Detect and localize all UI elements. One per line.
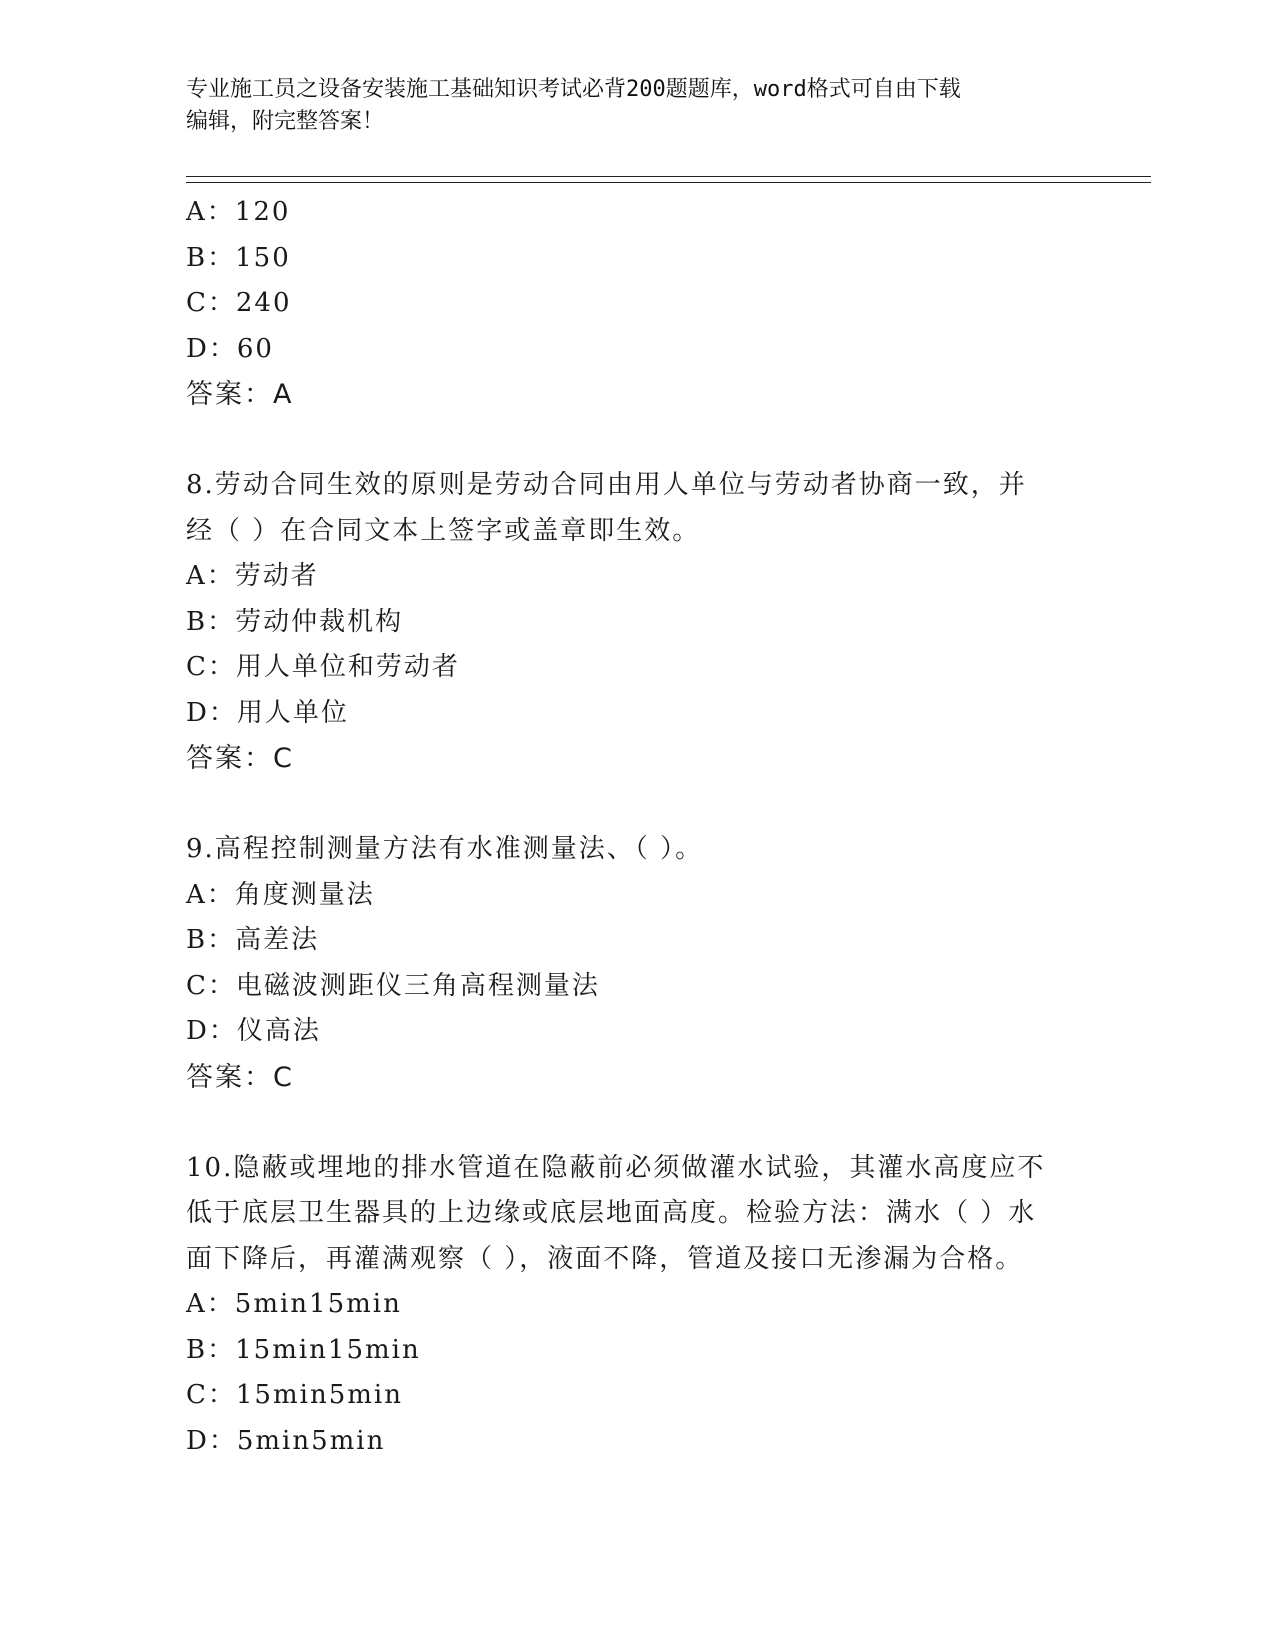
header-divider-bottom xyxy=(186,182,1151,183)
question-10 xyxy=(186,1146,1086,1465)
option-a: A：劳动者 xyxy=(186,561,319,591)
option-a: A：5min15min xyxy=(186,1289,402,1319)
header-divider-top xyxy=(186,176,1151,177)
option-d: D：仪高法 xyxy=(186,1016,321,1046)
header-title-line-2: 编辑，附完整答案！ xyxy=(186,109,385,134)
option-a: A：角度测量法 xyxy=(186,879,375,910)
question-stem-line: 10.隐蔽或埋地的排水管道在隐蔽前必须做灌水试验，其灌水高度应不 xyxy=(186,1152,1046,1183)
question-stem-line: 9.高程控制测量方法有水准测量法、（ ）。 xyxy=(186,834,704,864)
option-d: D：用人单位 xyxy=(186,697,349,728)
answer-line: 答案：C xyxy=(186,743,294,774)
answer-line: 答案：C xyxy=(186,1061,294,1093)
header-title-line-1: 专业施工员之设备安装施工基础知识考试必背200题题库，word格式可自由下载 xyxy=(186,77,961,102)
question-spacer xyxy=(186,1100,1086,1146)
option-b: B：150 xyxy=(186,242,291,273)
question-spacer xyxy=(186,782,1086,828)
option-c: C：用人单位和劳动者 xyxy=(186,652,460,682)
question-list xyxy=(186,190,1086,1464)
option-d: D：5min5min xyxy=(186,1425,386,1456)
option-c: C：240 xyxy=(186,288,292,318)
question-stem-line: 面下降后，再灌满观察（ ），液面不降，管道及接口无渗漏为合格。 xyxy=(186,1243,1024,1274)
option-c: C：电磁波测距仪三角高程测量法 xyxy=(186,970,600,1001)
option-b: B：劳动仲裁机构 xyxy=(186,606,404,637)
question-9 xyxy=(186,827,1086,1100)
question-stem-line: 经（ ）在合同文本上签字或盖章即生效。 xyxy=(186,515,701,546)
document-header xyxy=(186,74,1066,138)
question-8 xyxy=(186,463,1086,782)
option-b: B：高差法 xyxy=(186,925,320,955)
answer-line: 答案：A xyxy=(186,379,294,410)
option-d: D：60 xyxy=(186,333,274,364)
question-stem-line: 8.劳动合同生效的原则是劳动合同由用人单位与劳动者协商一致，并 xyxy=(186,470,1027,500)
question-stem-line: 低于底层卫生器具的上边缘或底层地面高度。检验方法：满水（ ）水 xyxy=(186,1198,1037,1228)
option-a: A：120 xyxy=(186,197,291,227)
question-spacer xyxy=(186,418,1086,464)
option-c: C：15min5min xyxy=(186,1380,403,1410)
question-7 xyxy=(186,190,1086,418)
option-b: B：15min15min xyxy=(186,1334,421,1365)
